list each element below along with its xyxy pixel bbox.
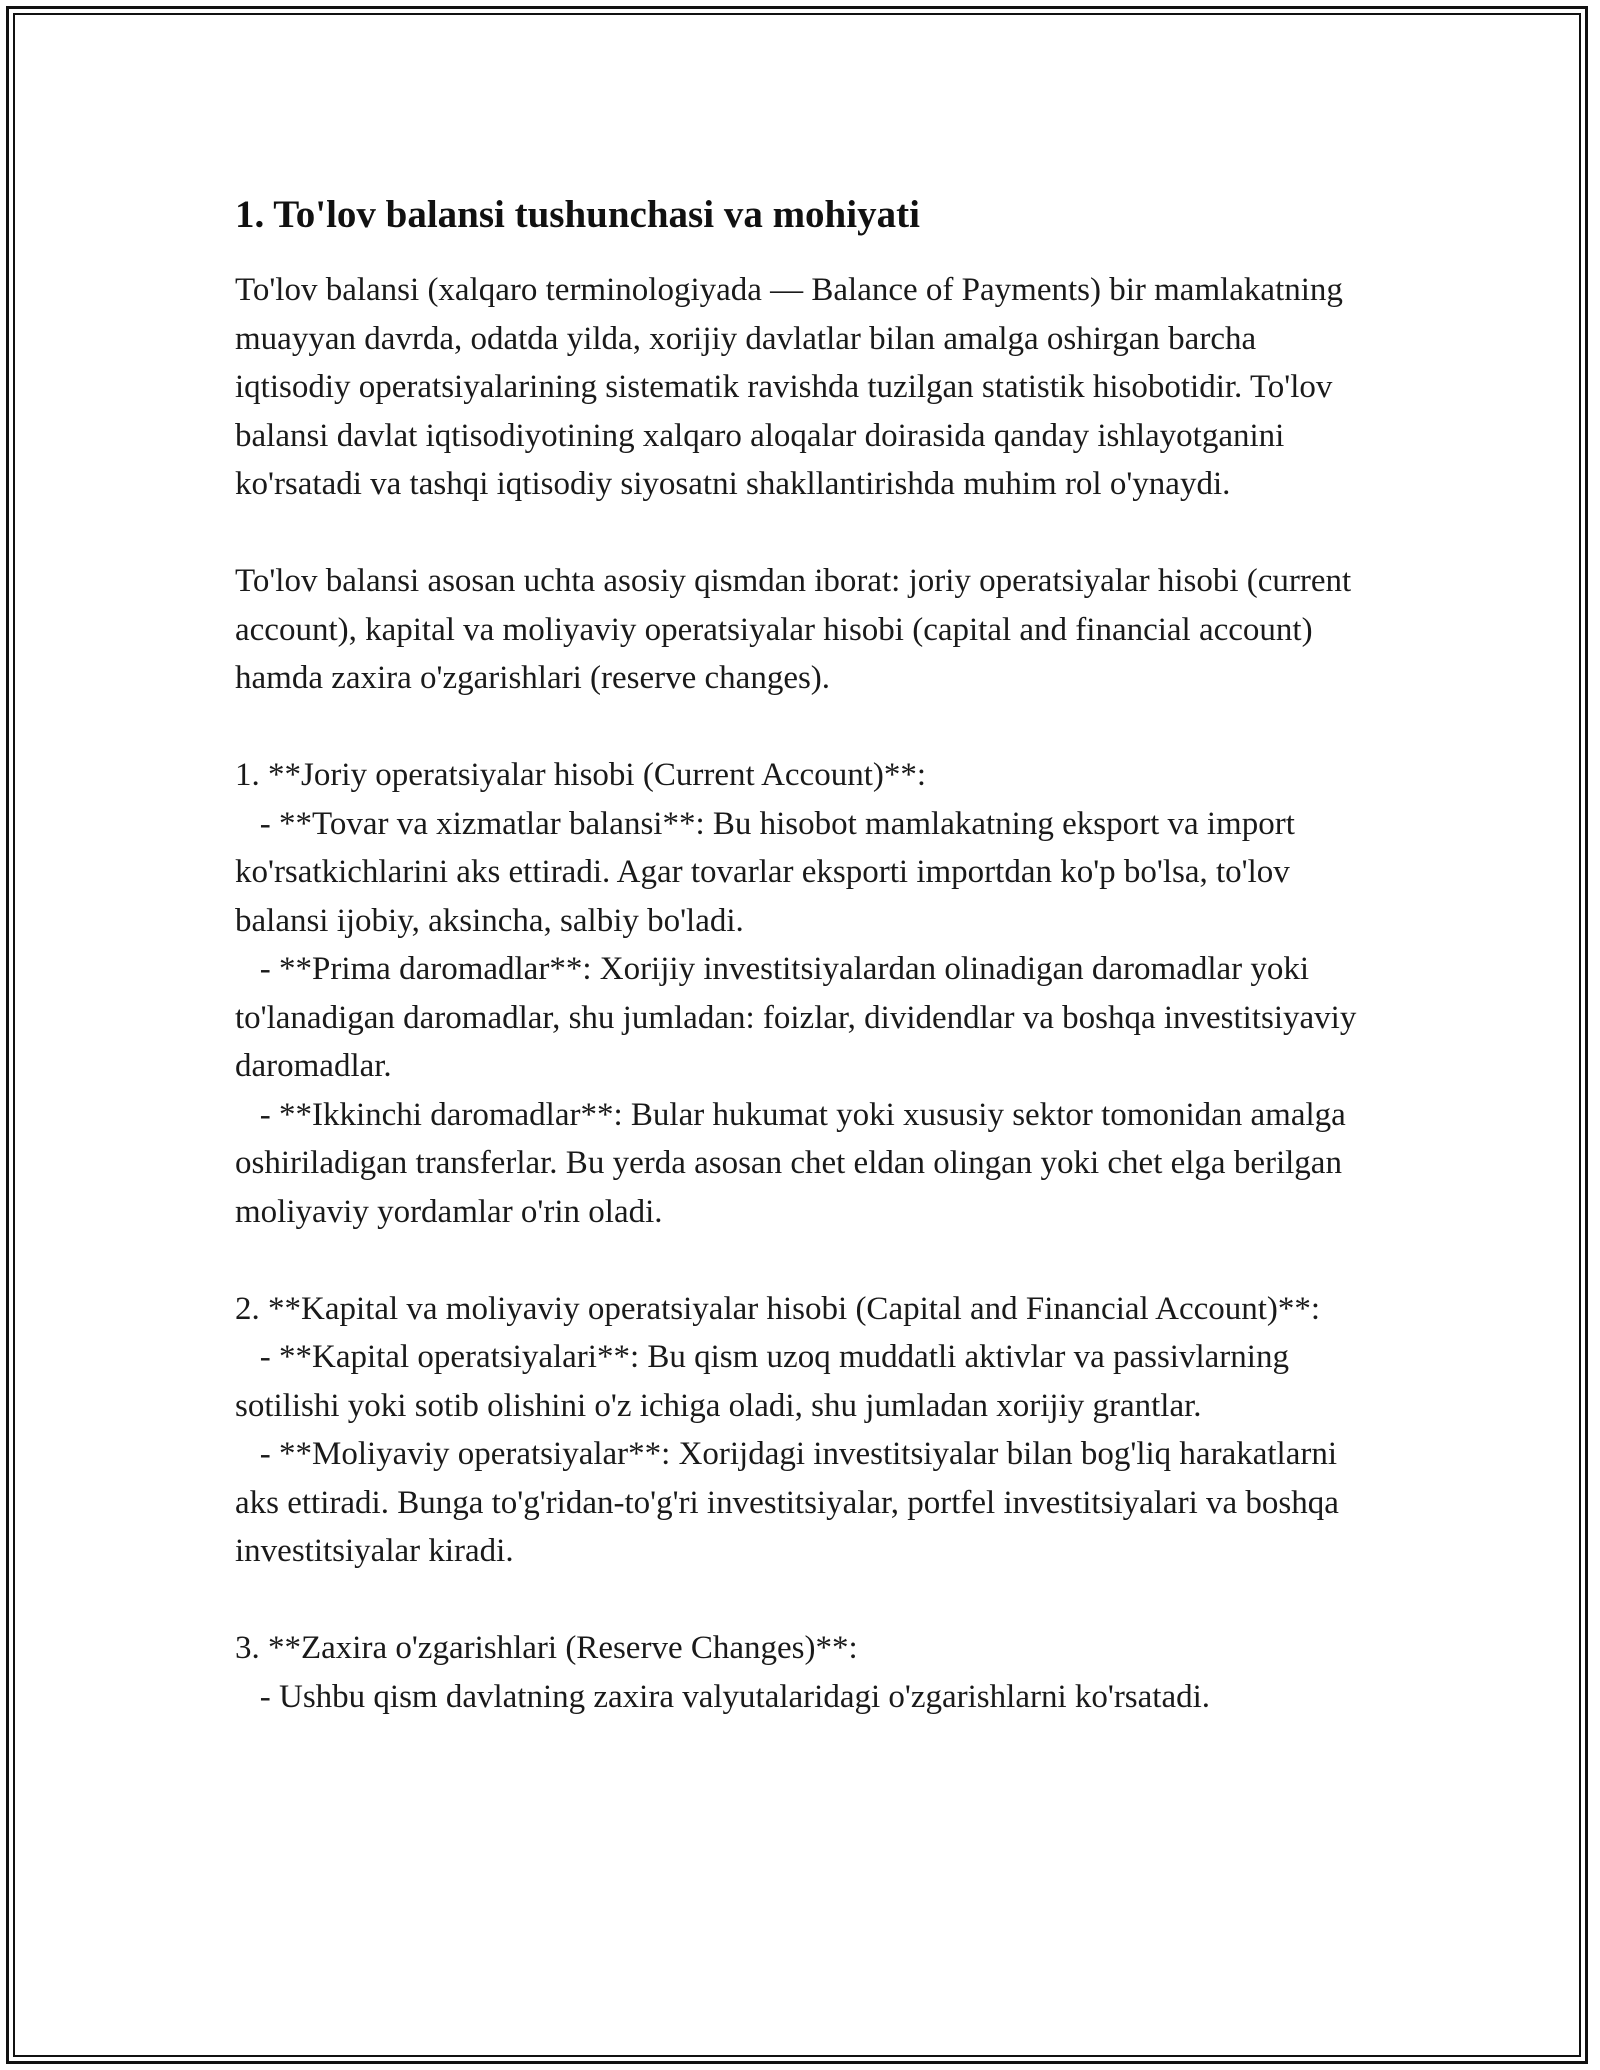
list-item-reserve-changes: 3. **Zaxira o'zgarishlari (Reserve Changes)**: - Ushbu qism davlatning zaxira valyutalaridagi o'zgarishlarni ko'rsatadi. <box>235 1630 1211 1715</box>
list-item-current-account: 1. **Joriy operatsiyalar hisobi (Current Account)**: - **Tovar va xizmatlar balansi**: Bu hisobot mamlakatning eksport va import ko'rsatkichlarini aks ettiradi. Agar tovarlar eksporti importdan ko'p bo'lsa, to'lov balansi ijobiy, aksincha, salbiy bo'ladi. - **Prima daromadlar**: Xorijiy investitsiyalardan olinadigan daromadlar yoki to'lanadigan daromadlar, shu jumladan: foizlar, dividendlar va boshqa investitsiyaviy daromadlar. - **Ikkinchi daromadlar**: Bular hukumat yoki xususiy sektor tomonidan amalga oshiriladigan transferlar. Bu yerda asosan chet eldan olingan yoki chet elga berilgan moliyaviy yordamlar o'rin oladi. <box>235 757 1357 1230</box>
section-heading: 1. To'lov balansi tushunchasi va mohiyati <box>235 193 920 236</box>
paragraph-spacer <box>235 1236 1375 1285</box>
paragraph-spacer <box>235 703 1375 752</box>
list-item-capital-financial-account: 2. **Kapital va moliyaviy operatsiyalar hisobi (Capital and Financial Account)**: - **Kapital operatsiyalari**: Bu qism uzoq muddatli aktivlar va passivlarning sotilishi yoki sotib olishini o'z ichiga oladi, shu jumladan xorijiy grantlar. - **Moliyaviy operatsiyalar**: Xorijdagi investitsiyalar bilan bog'liq harakatlarni aks ettiradi. Bunga to'g'ridan-to'g'ri investitsiyalar, portfel investitsiyalari va boshqa investitsiyalar kiradi. <box>235 1290 1339 1569</box>
paragraph-spacer <box>235 509 1375 558</box>
paragraph-definition: To'lov balansi (xalqaro terminologiyada — Balance of Payments) bir mamlakatning muayyan davrda, odatda yilda, xorijiy davlatlar bilan amalga oshirgan barcha iqtisodiy operatsiyalarining sistematik ravishda tuzilgan statistik hisobotidir. To'lov balansi davlat iqtisodiyotining xalqaro aloqalar doirasida qanday ishlayotganini ko'rsatadi va tashqi iqtisodiy siyosatni shakllantirishda muhim rol o'ynaydi. <box>235 272 1352 502</box>
document-body <box>235 190 1375 1721</box>
paragraph-spacer <box>235 1576 1375 1625</box>
paragraph-structure: To'lov balansi asosan uchta asosiy qismdan iborat: joriy operatsiyalar hisobi (current account), kapital va moliyaviy operatsiyalar hisobi (capital and financial account) hamda zaxira o'zgarishlari (reserve changes). <box>235 563 1360 696</box>
